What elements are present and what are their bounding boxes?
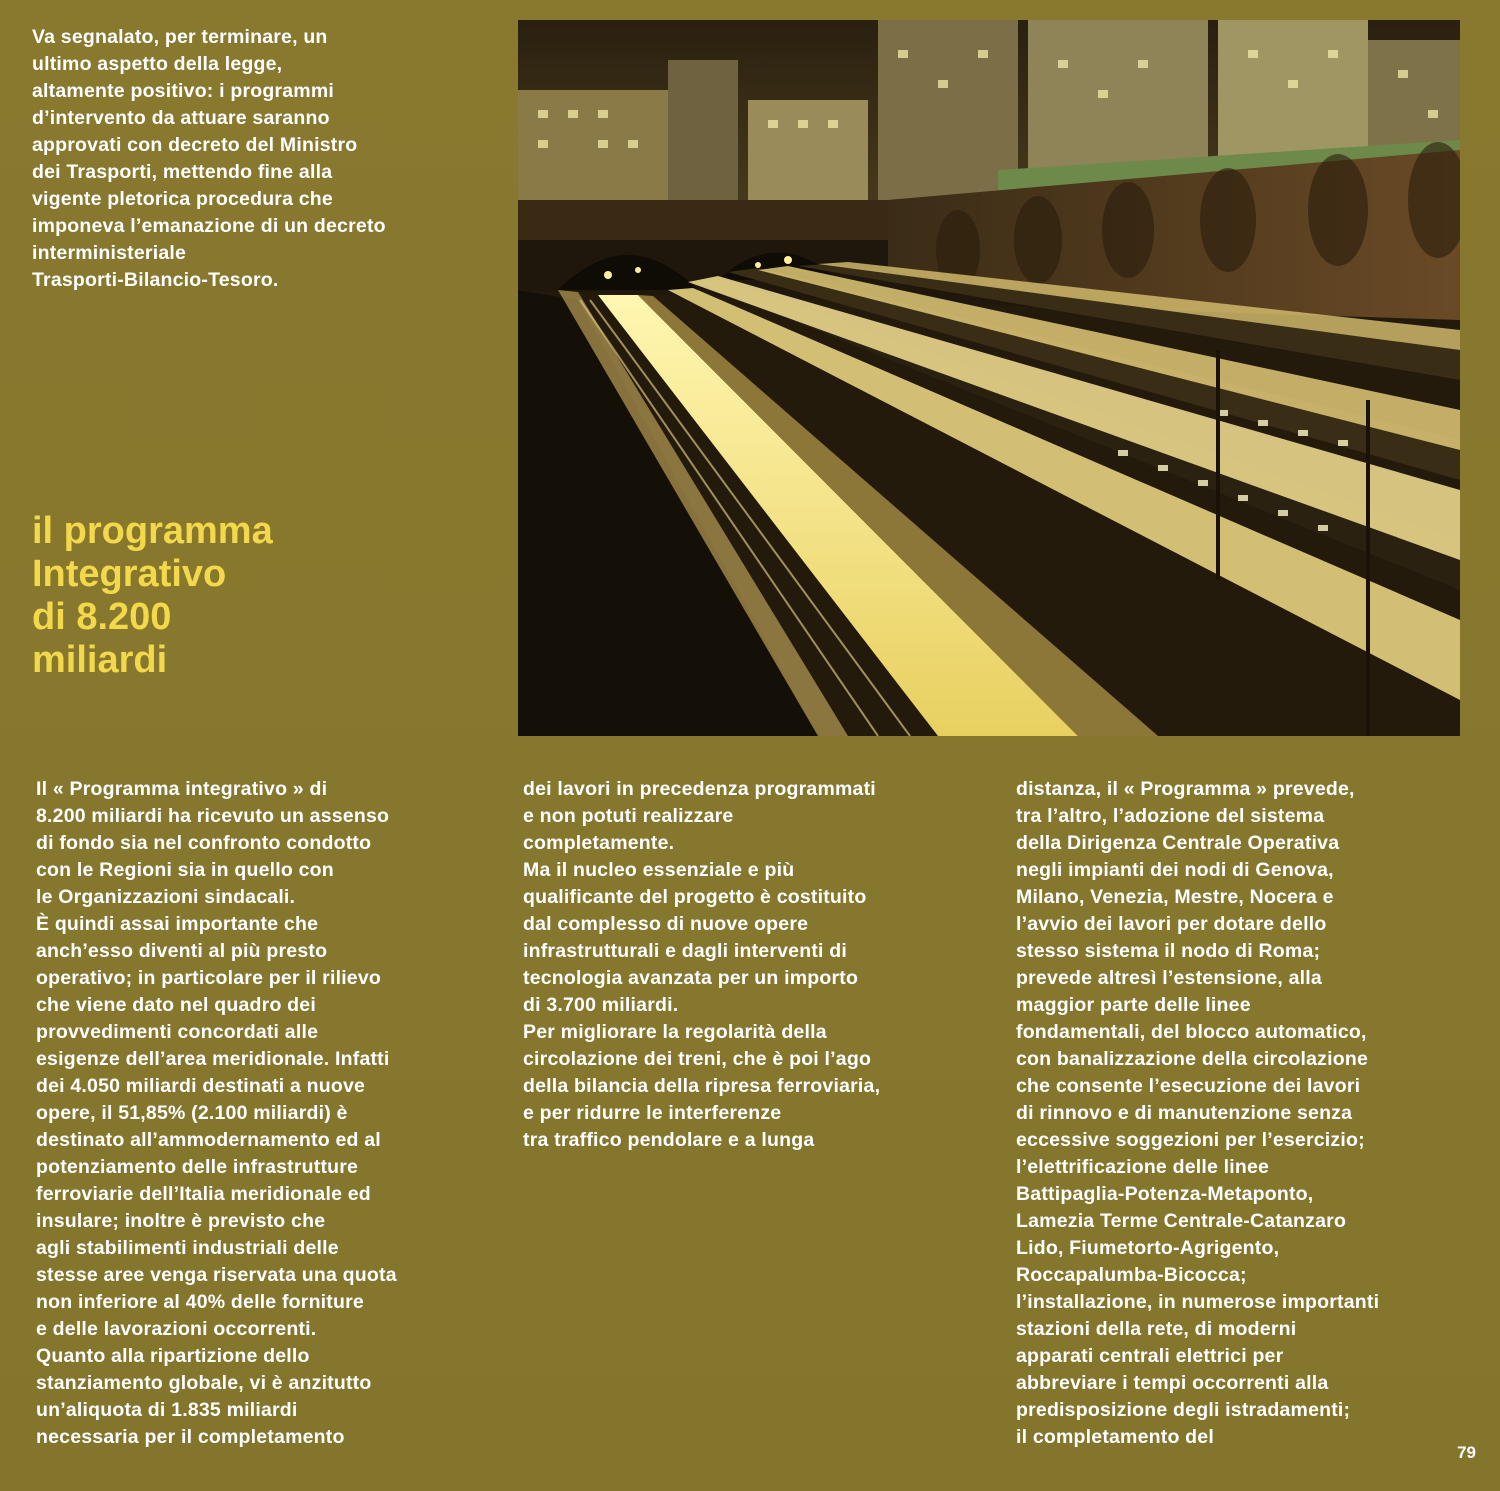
page-number: 79 (1457, 1443, 1476, 1462)
intro-paragraph: Va segnalato, per terminare, un ultimo aspetto della legge, altamente positivo: i programmi d’intervento da attuare saranno approvati con decreto del Ministro dei Trasporti, mettendo fine alla vigente pletorica procedura che imponeva l’emanazione di un decreto interministeriale Trasporti-Bilancio-Tesoro. (32, 26, 386, 291)
body-column-1: Il « Programma integrativo » di 8.200 miliardi ha ricevuto un assenso di fondo sia nel confronto condotto con le Regioni sia in quello con le Organizzazioni sindacali. È quindi assai importante che anch’esso diventi al più presto operativo; in particolare per il rilievo che viene dato nel quadro dei provvedimenti concordati alle esigenze dell’area meridionale. Infatti dei 4.050 miliardi destinati a nuove opere, il 51,85% (2.100 miliardi) è destinato all’ammodernamento ed al potenziamento delle infrastrutture ferroviarie dell’Italia meridionale ed insulare; inoltre è previsto che agli stabilimenti industriali delle stesse aree venga riservata una quota non inferiore al 40% delle forniture e delle lavorazioni occorrenti. Quanto alla ripartizione dello stanziamento globale, vi è anzitutto un’aliquota di 1.835 miliardi necessaria per il completamento (36, 778, 397, 1448)
section-heading: il programma Integrativo di 8.200 miliardi (32, 510, 273, 681)
railway-station-night-photo (518, 20, 1460, 736)
body-column-3: distanza, il « Programma » prevede, tra l’altro, l’adozione del sistema della Dirigenza Centrale Operativa negli impianti dei nodi di Genova, Milano, Venezia, Mestre, Nocera e l’avvio dei lavori per dotare dello stesso sistema il nodo di Roma; prevede altresì l’estensione, alla maggior parte delle linee fondamentali, del blocco automatico, con banalizzazione della circolazione che consente l’esecuzione dei lavori di rinnovo e di manutenzione senza eccessive soggezioni per l’esercizio; l’elettrificazione delle linee Battipaglia-Potenza-Metaponto, Lamezia Terme Centrale-Catanzaro Lido, Fiumetorto-Agrigento, Roccapalumba-Bicocca; l’installazione, in numerose importanti stazioni della rete, di moderni apparati centrali elettrici per abbreviare i tempi occorrenti alla predisposizione degli istradamenti; il completamento del (1016, 778, 1380, 1448)
body-column-2: dei lavori in precedenza programmati e non potuti realizzare completamente. Ma il nucleo essenziale e più qualificante del progetto è costituito dal complesso di nuove opere infrastrutturali e dagli interventi di tecnologia avanzata per un importo di 3.700 miliardi. Per migliorare la regolarità della circolazione dei treni, che è poi l’ago della bilancia della ripresa ferroviaria, e per ridurre le interferenze tra traffico pendolare e a lunga (523, 778, 881, 1151)
